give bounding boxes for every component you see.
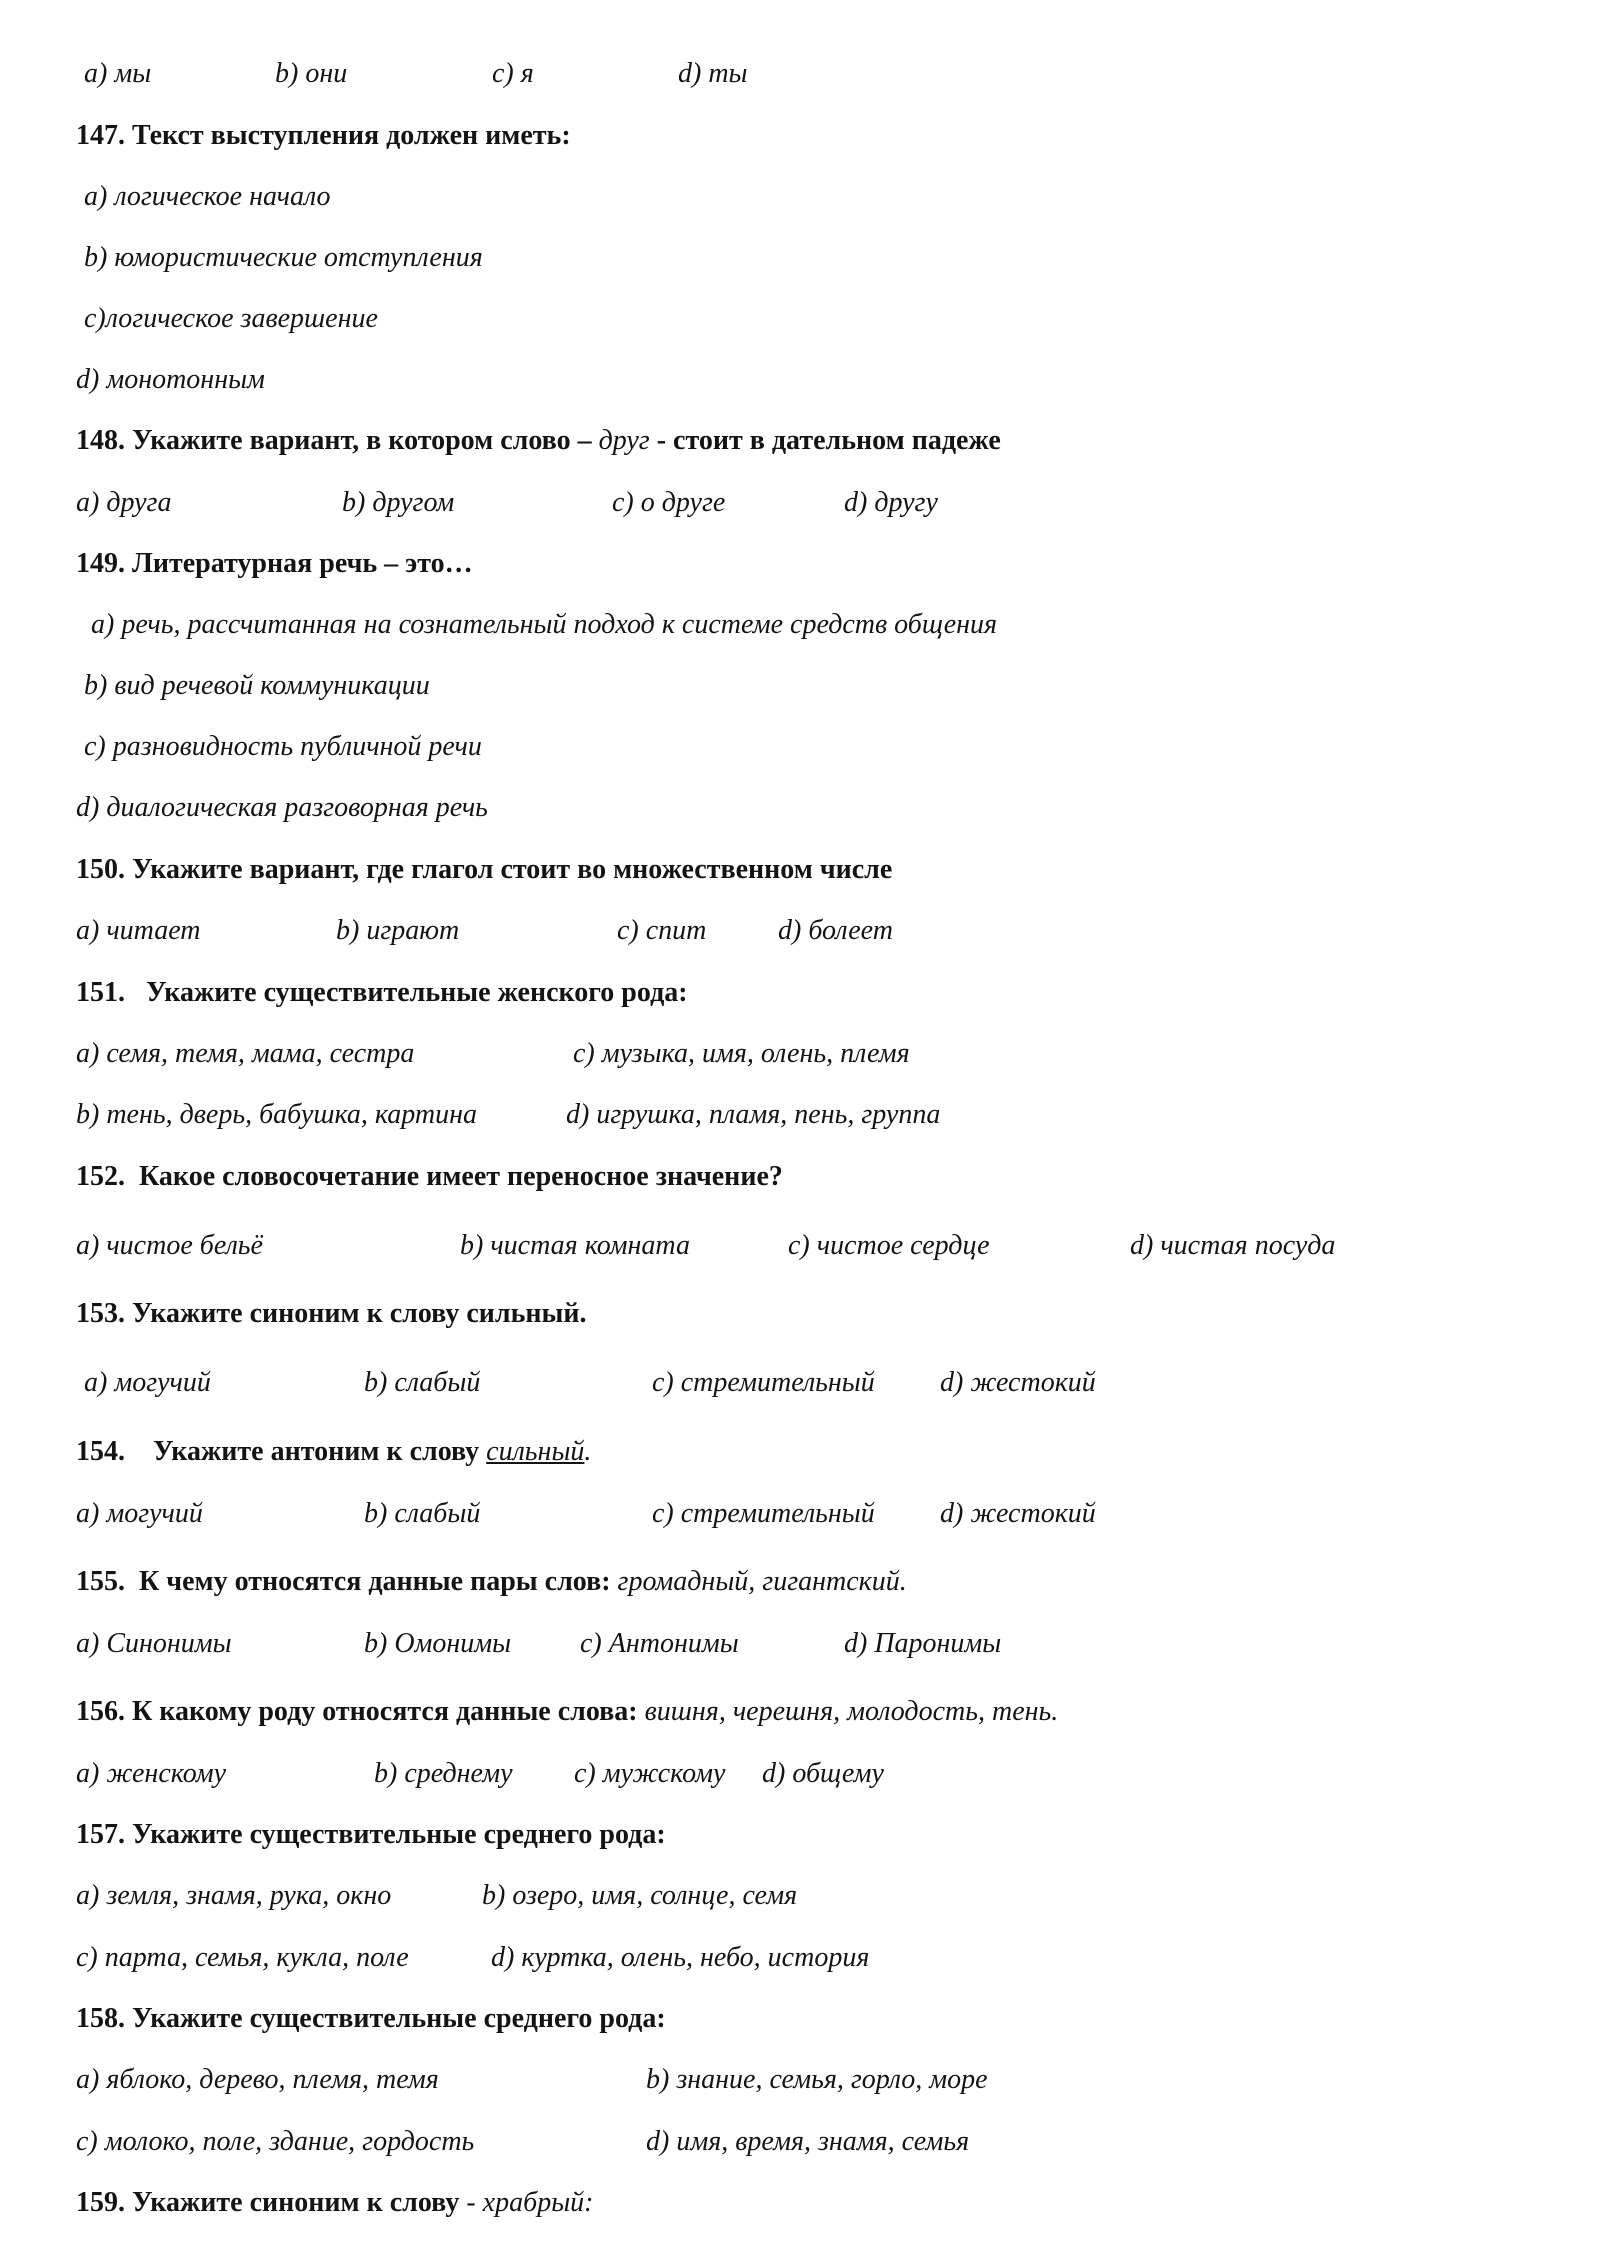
q147-option-b: b) юмористические отступления [84, 242, 483, 273]
q153-option-a: a) могучий [84, 1367, 211, 1398]
q153-option-b: b) слабый [364, 1367, 481, 1398]
q154-option-d: d) жестокий [940, 1498, 1096, 1529]
q147-option-d: d) монотонным [76, 364, 265, 395]
q158-option-c: c) молоко, поле, здание, гордость [76, 2126, 475, 2157]
q154-suffix: . [584, 1436, 592, 1467]
q154-option-b: b) слабый [364, 1498, 481, 1529]
q158-option-d: d) имя, время, знамя, семья [646, 2126, 970, 2157]
q151-option-b: b) тень, дверь, бабушка, картина [76, 1099, 477, 1130]
q155-prefix: 155. К чему относятся данные пары слов: [76, 1566, 611, 1597]
q156-option-b: b) среднему [374, 1758, 513, 1789]
q155-option-d: d) Паронимы [844, 1628, 1002, 1659]
q152-option-c: c) чистое сердце [788, 1230, 990, 1261]
q151-option-a: a) семя, темя, мама, сестра [76, 1038, 415, 1069]
q153-question: 153. Укажите синоним к слову сильный. [76, 1298, 587, 1329]
q148-prefix: 148. Укажите вариант, в котором слово – [76, 425, 592, 456]
q159-word: - храбрый: [466, 2187, 594, 2218]
q147-option-c: c)логическое завершение [84, 303, 378, 334]
q150-option-d: d) болеет [778, 915, 893, 946]
q148-option-c: c) о друге [612, 487, 726, 518]
q156-prefix: 156. К какому роду относятся данные слова: [76, 1696, 638, 1727]
q149-question: 149. Литературная речь – это… [76, 548, 473, 579]
q150-question: 150. Укажите вариант, где глагол стоит во множественном числе [76, 854, 893, 885]
q157-option-a: a) земля, знамя, рука, окно [76, 1880, 392, 1911]
q157-question: 157. Укажите существительные среднего рода: [76, 1819, 666, 1850]
q153-option-d: d) жестокий [940, 1367, 1096, 1398]
q152-question: 152. Какое словосочетание имеет переносное значение? [76, 1161, 783, 1192]
q148-suffix: - стоит в дательном падеже [656, 425, 1001, 456]
q156-option-a: a) женскому [76, 1758, 227, 1789]
q157-option-c: c) парта, семья, кукла, поле [76, 1942, 409, 1973]
q154-question [76, 1438, 591, 1466]
q146-option-a: a) мы [84, 58, 152, 89]
q149-option-a: a) речь, рассчитанная на сознательный подход к системе средств общения [91, 609, 998, 640]
q158-question: 158. Укажите существительные среднего рода: [76, 2003, 666, 2034]
q148-question [76, 427, 1001, 455]
q149-option-d: d) диалогическая разговорная речь [76, 792, 488, 823]
q148-option-a: a) друга [76, 487, 172, 518]
q148-word: друг [598, 425, 650, 456]
q148-option-d: d) другу [844, 487, 938, 518]
q148-option-b: b) другом [342, 487, 455, 518]
q156-option-d: d) общему [762, 1758, 884, 1789]
q158-option-a: a) яблоко, дерево, племя, темя [76, 2064, 439, 2095]
q146-option-c: c) я [492, 58, 534, 89]
q147-option-a: a) логическое начало [84, 181, 331, 212]
q149-option-c: c) разновидность публичной речи [84, 731, 482, 762]
q156-option-c: c) мужскому [574, 1758, 726, 1789]
q147-question: 147. Текст выступления должен иметь: [76, 120, 571, 151]
q158-option-b: b) знание, семья, горло, море [646, 2064, 988, 2095]
q146-option-d: d) ты [678, 58, 748, 89]
q146-option-b: b) они [275, 58, 348, 89]
q151-option-d: d) игрушка, пламя, пень, группа [566, 1099, 941, 1130]
q154-option-c: c) стремительный [652, 1498, 875, 1529]
q154-option-a: a) могучий [76, 1498, 203, 1529]
q152-option-d: d) чистая посуда [1130, 1230, 1336, 1261]
q155-option-b: b) Омонимы [364, 1628, 512, 1659]
q159-prefix: 159. Укажите синоним к слову [76, 2187, 460, 2218]
q150-option-b: b) играют [336, 915, 460, 946]
q159-question [76, 2189, 593, 2217]
q154-prefix: 154. Укажите антоним к слову [76, 1436, 480, 1467]
q157-option-b: b) озеро, имя, солнце, семя [482, 1880, 798, 1911]
q155-option-a: a) Синонимы [76, 1628, 232, 1659]
q150-option-a: a) читает [76, 915, 201, 946]
q151-question: 151. Укажите существительные женского рода: [76, 977, 688, 1008]
q153-option-c: c) стремительный [652, 1367, 875, 1398]
q155-question [76, 1568, 907, 1596]
q152-option-b: b) чистая комната [460, 1230, 690, 1261]
q155-option-c: c) Антонимы [580, 1628, 739, 1659]
q154-word: сильный [486, 1436, 585, 1467]
q150-option-c: c) спит [617, 915, 707, 946]
q149-option-b: b) вид речевой коммуникации [84, 670, 430, 701]
q157-option-d: d) куртка, олень, небо, история [491, 1942, 870, 1973]
q152-option-a: a) чистое бельё [76, 1230, 263, 1261]
q151-option-c: c) музыка, имя, олень, племя [573, 1038, 910, 1069]
q155-words: громадный, гигантский. [617, 1566, 907, 1597]
q156-question [76, 1698, 1058, 1726]
q156-words: вишня, черешня, молодость, тень. [644, 1696, 1059, 1727]
